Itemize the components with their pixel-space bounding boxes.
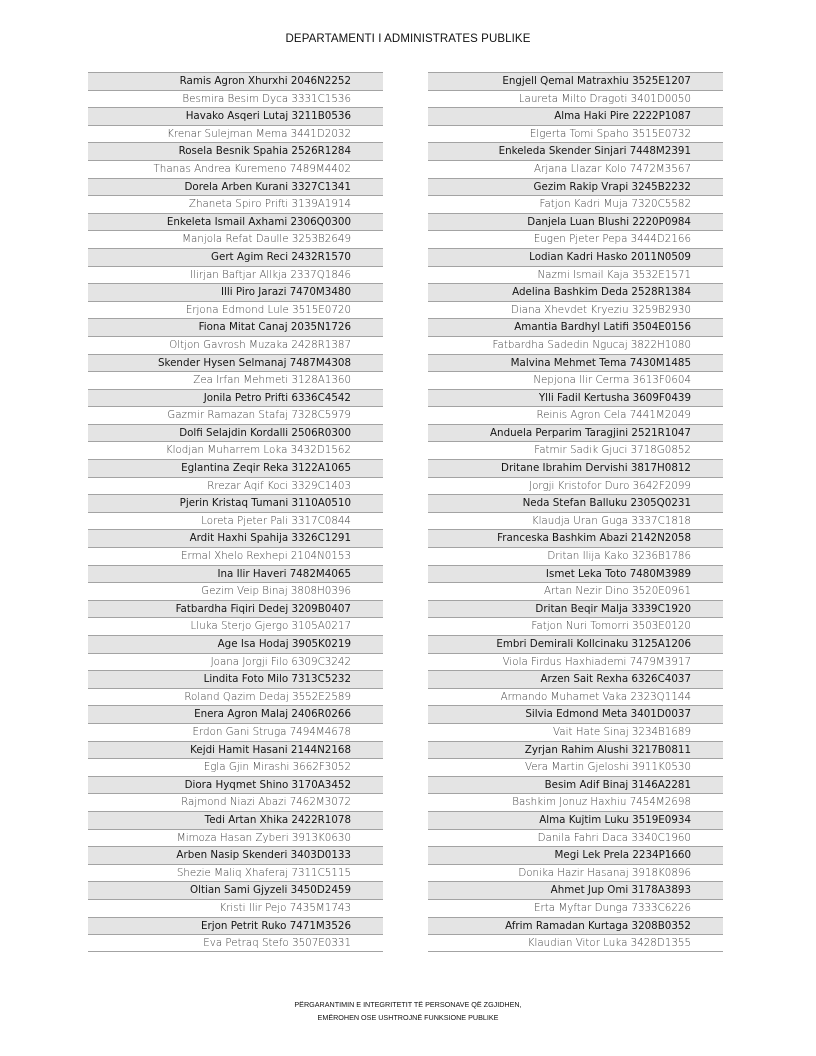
name-row: Alma Haki Pire 2222P1087 xyxy=(428,107,723,125)
name-row: Lodian Kadri Hasko 2011N0509 xyxy=(428,248,723,266)
name-row: Zyrjan Rahim Alushi 3217B0811 xyxy=(428,741,723,759)
name-row: Fiona Mitat Canaj 2035N1726 xyxy=(88,318,383,336)
name-row: Ramis Agron Xhurxhi 2046N2252 xyxy=(88,72,383,90)
name-row: Ermal Xhelo Rexhepi 2104N0153 xyxy=(88,547,383,565)
name-row: Rajmond Niazi Abazi 7462M3072 xyxy=(88,793,383,811)
name-row: Franceska Bashkim Abazi 2142N2058 xyxy=(428,529,723,547)
name-row: Jonila Petro Prifti 6336C4542 xyxy=(88,389,383,407)
name-row: Fatbardha Sadedin Ngucaj 3822H1080 xyxy=(428,336,723,354)
name-row: Embri Demirali Kollcinaku 3125A1206 xyxy=(428,635,723,653)
name-row: Illi Piro Jarazi 7470M3480 xyxy=(88,283,383,301)
name-row: Thanas Andrea Kuremeno 7489M4402 xyxy=(88,160,383,178)
footer-line-1: PËRGARANTIMIN E INTEGRITETIT TË PERSONAVE QË ZGJIDHEN, xyxy=(294,1000,522,1009)
name-row: Oltjon Gavrosh Muzaka 2428R1387 xyxy=(88,336,383,354)
name-row: Arben Nasip Skenderi 3403D0133 xyxy=(88,846,383,864)
name-row: Ismet Leka Toto 7480M3989 xyxy=(428,565,723,583)
left-name-list xyxy=(88,72,383,952)
name-row: Erjon Petrit Ruko 7471M3526 xyxy=(88,917,383,935)
name-row: Nazmi Ismail Kaja 3532E1571 xyxy=(428,266,723,284)
name-row: Artan Nezir Dino 3520E0961 xyxy=(428,582,723,600)
name-row: Gert Agim Reci 2432R1570 xyxy=(88,248,383,266)
name-row: Lluka Sterjo Gjergo 3105A0217 xyxy=(88,617,383,635)
name-row: Roland Qazim Dedaj 3552E2589 xyxy=(88,688,383,706)
name-row: Erta Myftar Dunga 7333C6226 xyxy=(428,899,723,917)
name-row: Fatjon Kadri Muja 7320C5582 xyxy=(428,195,723,213)
name-row: Danila Fahri Daca 3340C1960 xyxy=(428,829,723,847)
right-name-list xyxy=(428,72,723,952)
name-row: Fatjon Nuri Tomorri 3503E0120 xyxy=(428,617,723,635)
name-row: Adelina Bashkim Deda 2528R1384 xyxy=(428,283,723,301)
name-row: Zea Irfan Mehmeti 3128A1360 xyxy=(88,371,383,389)
name-row: Donika Hazir Hasanaj 3918K0896 xyxy=(428,864,723,882)
name-row: Rosela Besnik Spahia 2526R1284 xyxy=(88,142,383,160)
name-row: Klaudian Vitor Luka 3428D1355 xyxy=(428,934,723,952)
name-row: Malvina Mehmet Tema 7430M1485 xyxy=(428,354,723,372)
name-row: Neda Stefan Balluku 2305Q0231 xyxy=(428,494,723,512)
name-row: Laureta Milto Dragoti 3401D0050 xyxy=(428,90,723,108)
name-row: Fatmir Sadik Gjuci 3718G0852 xyxy=(428,441,723,459)
name-row: Fatbardha Fiqiri Dedej 3209B0407 xyxy=(88,600,383,618)
name-row: Armando Muhamet Vaka 2323Q1144 xyxy=(428,688,723,706)
name-row: Klaudja Uran Guga 3337C1818 xyxy=(428,512,723,530)
name-row: Anduela Perparim Taragjini 2521R1047 xyxy=(428,424,723,442)
name-row: Gezim Veip Binaj 3808H0396 xyxy=(88,582,383,600)
name-row: Lindita Foto Milo 7313C5232 xyxy=(88,670,383,688)
name-row: Krenar Sulejman Mema 3441D2032 xyxy=(88,125,383,143)
footer-line-2: EMËROHEN OSE USHTROJNË FUNKSIONE PUBLIKE xyxy=(317,1012,499,1022)
name-row: Vait Hate Sinaj 3234B1689 xyxy=(428,723,723,741)
name-row: Manjola Refat Daulle 3253B2649 xyxy=(88,230,383,248)
name-row: Arjana Llazar Kolo 7472M3567 xyxy=(428,160,723,178)
name-row: Kristi Ilir Pejo 7435M1743 xyxy=(88,899,383,917)
name-row: Nepjona Ilir Cerma 3613F0604 xyxy=(428,371,723,389)
name-row: Reinis Agron Cela 7441M2049 xyxy=(428,406,723,424)
name-row: Gezim Rakip Vrapi 3245B2232 xyxy=(428,178,723,196)
name-row: Ina Ilir Haveri 7482M4065 xyxy=(88,565,383,583)
name-row: Tedi Artan Xhika 2422R1078 xyxy=(88,811,383,829)
name-row: Zhaneta Spiro Prifti 3139A1914 xyxy=(88,195,383,213)
name-row: Oltian Sami Gjyzeli 3450D2459 xyxy=(88,881,383,899)
name-row: Bashkim Jonuz Haxhiu 7454M2698 xyxy=(428,793,723,811)
name-row: Enkeleta Ismail Axhami 2306Q0300 xyxy=(88,213,383,231)
name-row: Rrezar Aqif Koci 3329C1403 xyxy=(88,477,383,495)
name-row: Elgerta Tomi Spaho 3515E0732 xyxy=(428,125,723,143)
name-row: Dritane Ibrahim Dervishi 3817H0812 xyxy=(428,459,723,477)
name-row: Dritan Ilija Kako 3236B1786 xyxy=(428,547,723,565)
name-row: Vera Martin Gjeloshi 3911K0530 xyxy=(428,758,723,776)
name-row: Erdon Gani Struga 7494M4678 xyxy=(88,723,383,741)
name-row: Dolfi Selajdin Kordalli 2506R0300 xyxy=(88,424,383,442)
name-row: Eva Petraq Stefo 3507E0331 xyxy=(88,934,383,952)
name-row: Engjell Qemal Matraxhiu 3525E1207 xyxy=(428,72,723,90)
name-row: Megi Lek Prela 2234P1660 xyxy=(428,846,723,864)
name-row: Dritan Beqir Malja 3339C1920 xyxy=(428,600,723,618)
name-row: Diana Xhevdet Kryeziu 3259B2930 xyxy=(428,301,723,319)
name-row: Shezie Maliq Xhaferaj 7311C5115 xyxy=(88,864,383,882)
name-row: Kejdi Hamit Hasani 2144N2168 xyxy=(88,741,383,759)
name-row: Age Isa Hodaj 3905K0219 xyxy=(88,635,383,653)
name-row: Loreta Pjeter Pali 3317C0844 xyxy=(88,512,383,530)
name-row: Jorgji Kristofor Duro 3642F2099 xyxy=(428,477,723,495)
page-footer xyxy=(0,999,816,1024)
name-row: Afrim Ramadan Kurtaga 3208B0352 xyxy=(428,917,723,935)
name-row: Ilirjan Baftjar Allkja 2337Q1846 xyxy=(88,266,383,284)
name-row: Alma Kujtim Luku 3519E0934 xyxy=(428,811,723,829)
name-row: Dorela Arben Kurani 3327C1341 xyxy=(88,178,383,196)
name-row: Besmira Besim Dyca 3331C1536 xyxy=(88,90,383,108)
name-row: Havako Asqeri Lutaj 3211B0536 xyxy=(88,107,383,125)
name-row: Enera Agron Malaj 2406R0266 xyxy=(88,705,383,723)
page-title: DEPARTAMENTI I ADMINISTRATES PUBLIKE xyxy=(285,33,531,45)
name-row: Pjerin Kristaq Tumani 3110A0510 xyxy=(88,494,383,512)
name-row: Joana Jorgji Filo 6309C3242 xyxy=(88,653,383,671)
name-row: Ylli Fadil Kertusha 3609F0439 xyxy=(428,389,723,407)
name-row: Eglantina Zeqir Reka 3122A1065 xyxy=(88,459,383,477)
name-row: Mimoza Hasan Zyberi 3913K0630 xyxy=(88,829,383,847)
name-row: Klodjan Muharrem Loka 3432D1562 xyxy=(88,441,383,459)
name-row: Skender Hysen Selmanaj 7487M4308 xyxy=(88,354,383,372)
name-row: Amantia Bardhyl Latifi 3504E0156 xyxy=(428,318,723,336)
name-row: Ardit Haxhi Spahija 3326C1291 xyxy=(88,529,383,547)
name-row: Besim Adif Binaj 3146A2281 xyxy=(428,776,723,794)
name-row: Enkeleda Skender Sinjari 7448M2391 xyxy=(428,142,723,160)
name-row: Arzen Sait Rexha 6326C4037 xyxy=(428,670,723,688)
name-row: Silvia Edmond Meta 3401D0037 xyxy=(428,705,723,723)
name-row: Ahmet Jup Omi 3178A3893 xyxy=(428,881,723,899)
name-row: Erjona Edmond Lule 3515E0720 xyxy=(88,301,383,319)
name-row: Eugen Pjeter Pepa 3444D2166 xyxy=(428,230,723,248)
name-row: Viola Firdus Haxhiademi 7479M3917 xyxy=(428,653,723,671)
name-row: Danjela Luan Blushi 2220P0984 xyxy=(428,213,723,231)
name-row: Egla Gjin Mirashi 3662F3052 xyxy=(88,758,383,776)
name-row: Gazmir Ramazan Stafaj 7328C5979 xyxy=(88,406,383,424)
name-row: Diora Hyqmet Shino 3170A3452 xyxy=(88,776,383,794)
